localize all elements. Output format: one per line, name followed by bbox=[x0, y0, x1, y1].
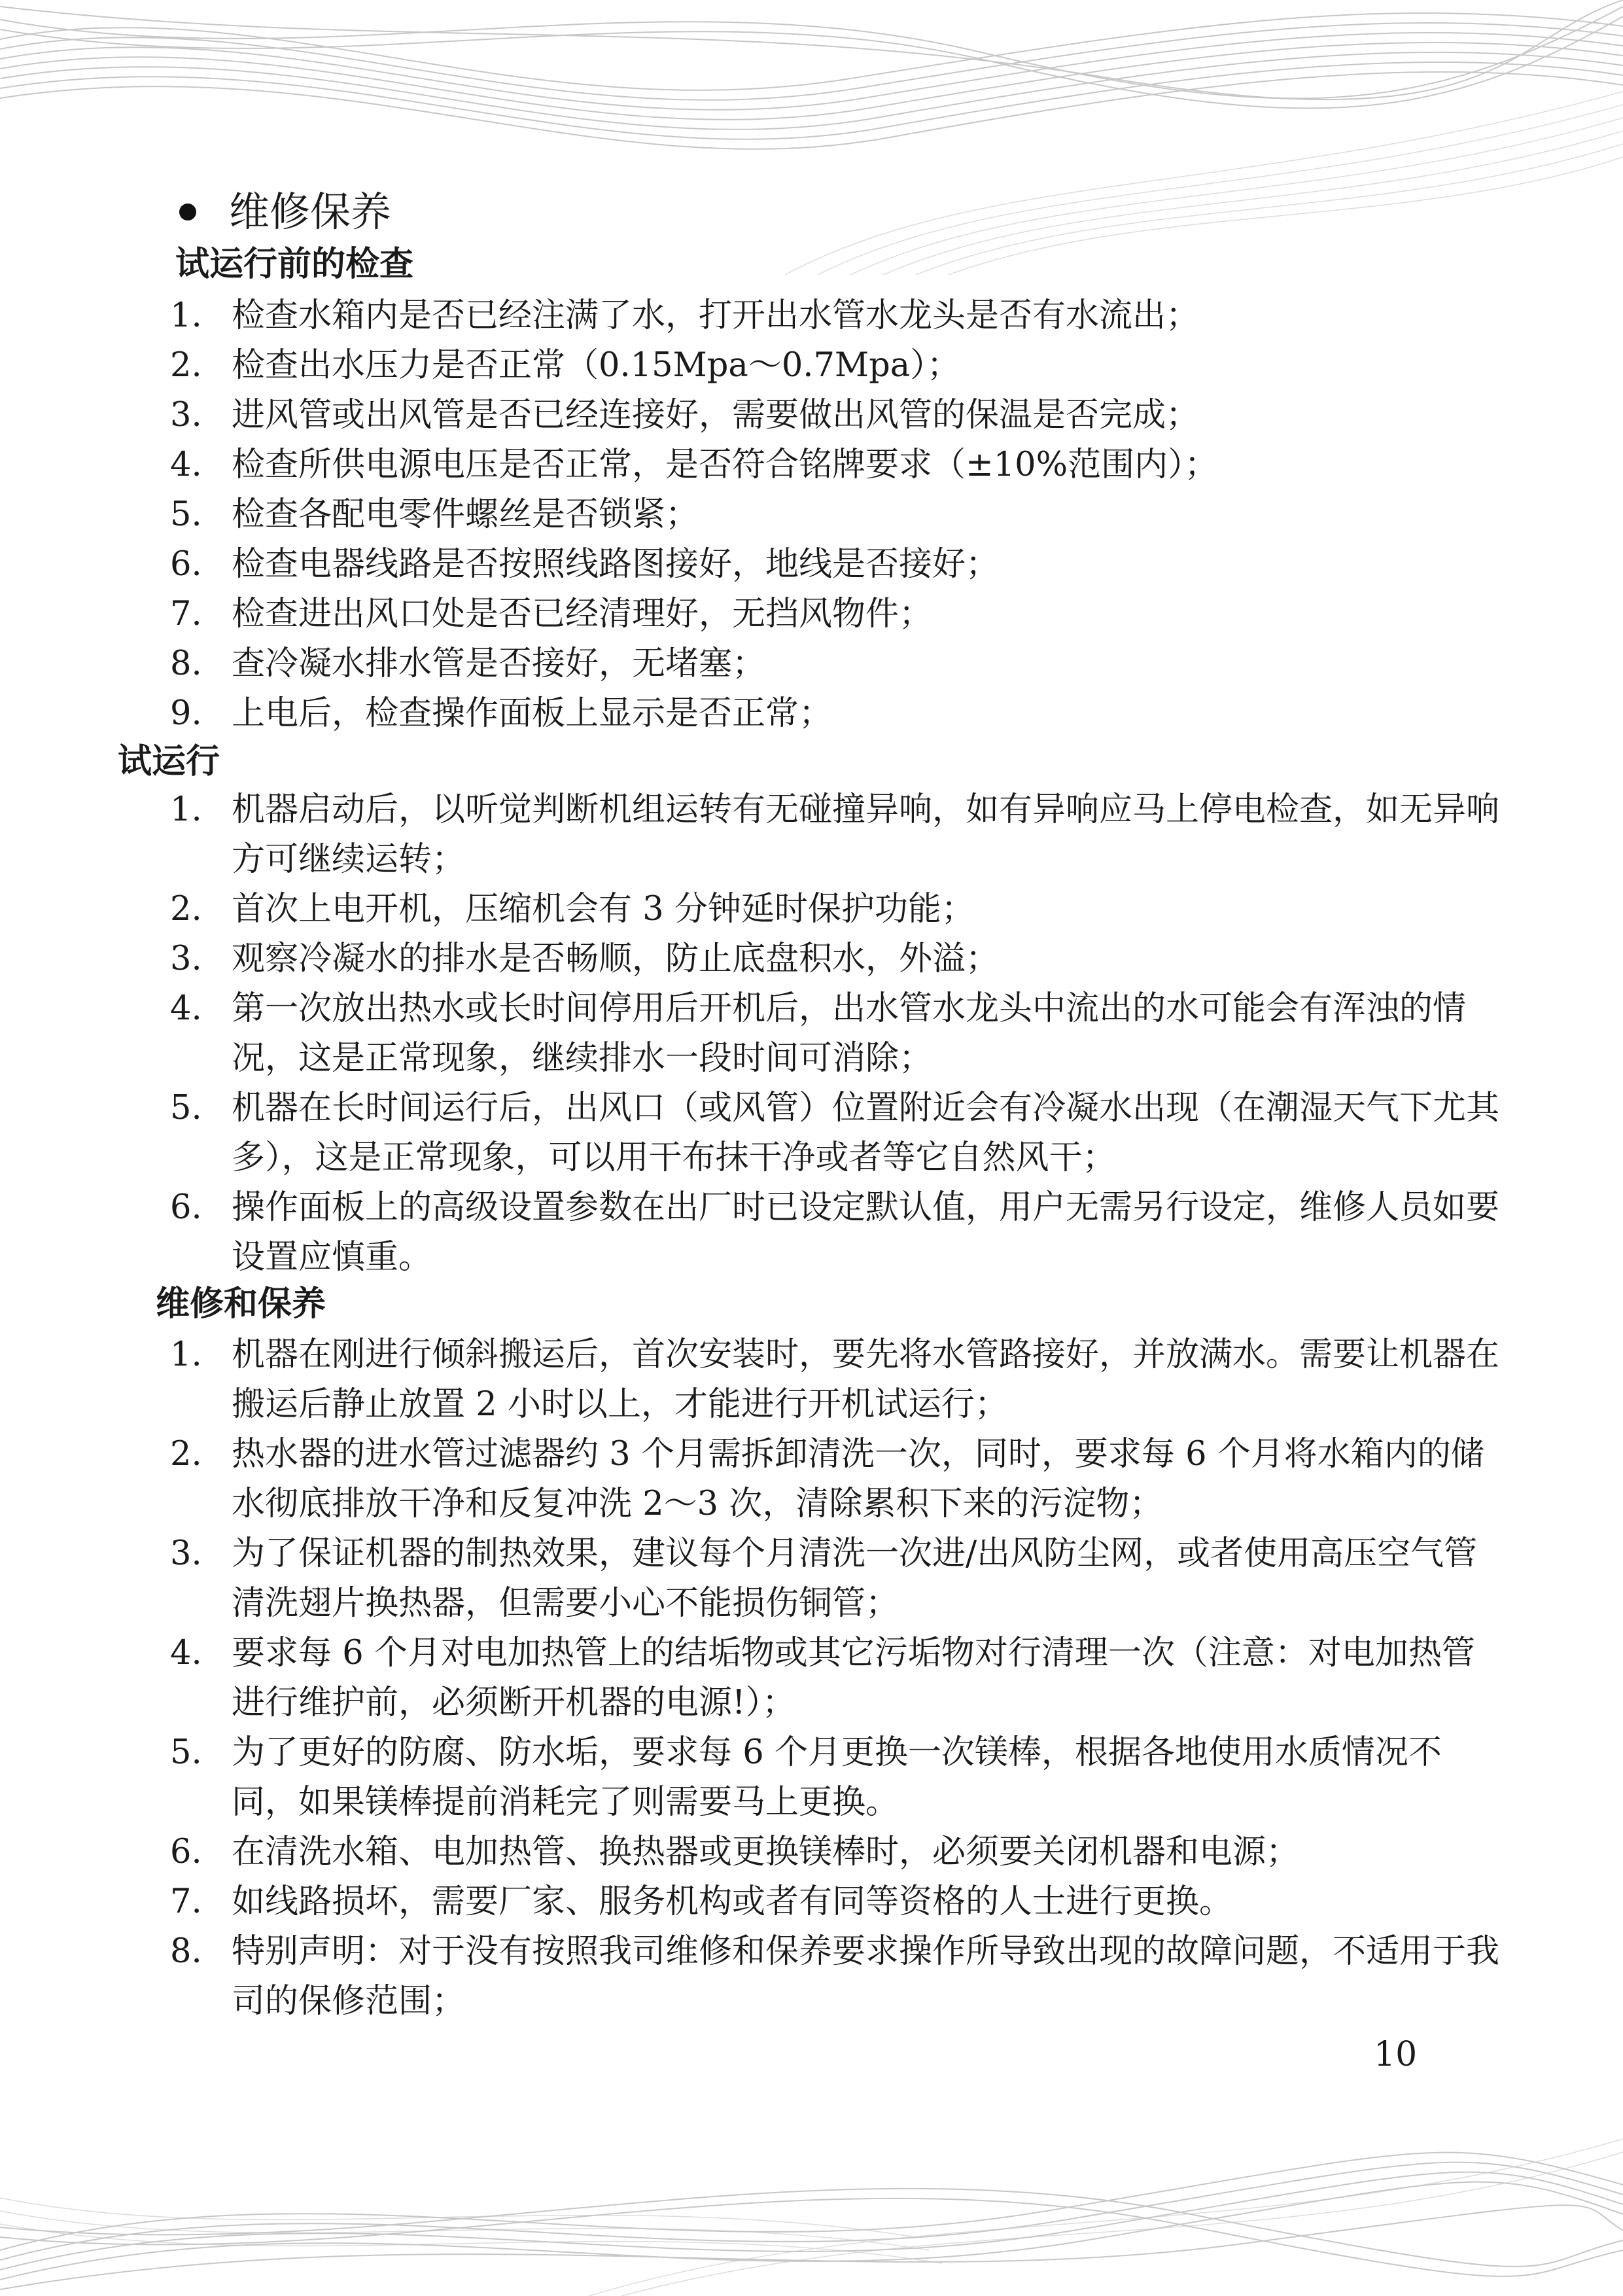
item-text: 检查所供电源电压是否正常，是否符合铭牌要求（±10%范围内）； bbox=[232, 446, 1218, 484]
page-number: 10 bbox=[1374, 2035, 1418, 2074]
item-number: 4. bbox=[170, 446, 202, 484]
item-number: 1. bbox=[170, 1335, 202, 1374]
item-text: 如线路损坏，需要厂家、服务机构或者有同等资格的人士进行更换。 bbox=[232, 1882, 1233, 1921]
list-item bbox=[170, 1183, 1505, 1282]
item-number: 2. bbox=[170, 1435, 202, 1474]
item-number: 5. bbox=[170, 495, 202, 534]
list-item bbox=[170, 1430, 1505, 1529]
item-text: 上电后，检查操作面板上显示是否正常； bbox=[232, 694, 833, 733]
item-number: 7. bbox=[170, 1882, 202, 1921]
item-number: 4. bbox=[170, 1634, 202, 1672]
item-number: 6. bbox=[170, 1833, 202, 1871]
item-text: 热水器的进水管过滤器约 3 个月需拆卸清洗一次，同时，要求每 6 个月将水箱内的储水彻底排放干净和反复冲洗 2～3 次，清除累积下来的污淀物； bbox=[232, 1435, 1484, 1523]
page-title-text: 维修保养 bbox=[229, 188, 392, 236]
item-number: 6. bbox=[170, 545, 202, 584]
item-number: 7. bbox=[170, 595, 202, 633]
item-number: 9. bbox=[170, 694, 202, 733]
list-item bbox=[170, 934, 1505, 984]
list-item bbox=[170, 391, 1505, 440]
precheck-list bbox=[170, 291, 1505, 739]
list-item bbox=[170, 689, 1505, 739]
list-item bbox=[170, 639, 1505, 689]
item-number: 4. bbox=[170, 989, 202, 1028]
item-text: 要求每 6 个月对电加热管上的结垢物或其它污垢物对行清理一次（注意：对电加热管进行维护前，必须断开机器的电源!）； bbox=[232, 1634, 1475, 1722]
item-text: 检查进出风口处是否已经清理好，无挡风物件； bbox=[232, 595, 933, 633]
item-text: 观察冷凝水的排水是否畅顺，防止底盘积水，外溢； bbox=[232, 940, 1000, 978]
item-text: 机器启动后，以听觉判断机组运转有无碰撞异响，如有异响应马上停电检查，如无异响方可继续运转； bbox=[232, 790, 1500, 879]
item-text: 为了更好的防腐、防水垢，要求每 6 个月更换一次镁棒，根据各地使用水质情况不同，如果镁棒提前消耗完了则需要马上更换。 bbox=[232, 1733, 1442, 1822]
item-text: 操作面板上的高级设置参数在出厂时已设定默认值，用户无需另行设定，维修人员如要设置应慎重。 bbox=[232, 1188, 1500, 1277]
page-title bbox=[177, 188, 391, 236]
list-item bbox=[170, 785, 1505, 885]
list-item bbox=[170, 1529, 1505, 1629]
list-item bbox=[170, 1084, 1505, 1183]
item-text: 检查电器线路是否按照线路图接好，地线是否接好； bbox=[232, 545, 1000, 584]
list-item bbox=[170, 1330, 1505, 1430]
item-text: 检查出水压力是否正常（0.15Mpa～0.7Mpa）； bbox=[232, 346, 960, 385]
list-item bbox=[170, 1877, 1505, 1927]
item-text: 为了保证机器的制热效果，建议每个月清洗一次进/出风防尘网，或者使用高压空气管清洗翅片换热器，但需要小心不能损伤铜管； bbox=[232, 1534, 1478, 1623]
item-number: 6. bbox=[170, 1188, 202, 1227]
list-item bbox=[170, 440, 1505, 490]
maintenance-list bbox=[170, 1330, 1505, 2026]
section-heading-trial-run: 试运行 bbox=[118, 742, 220, 781]
item-number: 3. bbox=[170, 940, 202, 978]
list-item bbox=[170, 540, 1505, 590]
list-item bbox=[170, 1629, 1505, 1728]
item-number: 5. bbox=[170, 1733, 202, 1772]
list-item bbox=[170, 341, 1505, 391]
item-number: 1. bbox=[170, 790, 202, 829]
list-item bbox=[170, 1728, 1505, 1828]
list-item bbox=[170, 1927, 1505, 2026]
item-number: 2. bbox=[170, 346, 202, 385]
list-item bbox=[170, 885, 1505, 934]
item-number: 2. bbox=[170, 890, 202, 928]
list-item bbox=[170, 291, 1505, 341]
item-number: 3. bbox=[170, 396, 202, 434]
item-text: 首次上电开机，压缩机会有 3 分钟延时保护功能； bbox=[232, 890, 975, 928]
list-item bbox=[170, 1828, 1505, 1877]
item-text: 特别声明：对于没有按照我司维修和保养要求操作所导致出现的故障问题，不适用于我司的保修范围； bbox=[232, 1932, 1500, 2021]
item-text: 机器在刚进行倾斜搬运后，首次安装时，要先将水管路接好，并放满水。需要让机器在搬运后静止放置 2 小时以上，才能进行开机试运行； bbox=[232, 1335, 1500, 1424]
item-number: 1. bbox=[170, 296, 202, 335]
item-number: 3. bbox=[170, 1534, 202, 1573]
item-text: 第一次放出热水或长时间停用后开机后，出水管水龙头中流出的水可能会有浑浊的情况，这是正常现象，继续排水一段时间可消除； bbox=[232, 989, 1467, 1078]
item-text: 进风管或出风管是否已经连接好，需要做出风管的保温是否完成； bbox=[232, 396, 1200, 434]
item-number: 8. bbox=[170, 1932, 202, 1971]
trial-run-list bbox=[170, 785, 1505, 1282]
bullet-dot-icon bbox=[179, 203, 196, 221]
item-text: 查冷凝水排水管是否接好，无堵塞； bbox=[232, 645, 766, 683]
list-item bbox=[170, 590, 1505, 639]
item-number: 8. bbox=[170, 645, 202, 683]
list-item bbox=[170, 490, 1505, 540]
item-text: 检查水箱内是否已经注满了水，打开出水管水龙头是否有水流出； bbox=[232, 296, 1200, 335]
item-text: 检查各配电零件螺丝是否锁紧； bbox=[232, 495, 699, 534]
item-text: 机器在长时间运行后，出风口（或风管）位置附近会有冷凝水出现（在潮湿天气下尤其多），这是正常现象，可以用干布抹干净或者等它自然风干； bbox=[232, 1089, 1500, 1177]
item-number: 5. bbox=[170, 1089, 202, 1127]
list-item bbox=[170, 984, 1505, 1084]
section-heading-maintenance: 维修和保养 bbox=[156, 1284, 326, 1324]
item-text: 在清洗水箱、电加热管、换热器或更换镁棒时，必须要关闭机器和电源； bbox=[232, 1833, 1300, 1871]
section-heading-precheck: 试运行前的检查 bbox=[175, 245, 414, 284]
